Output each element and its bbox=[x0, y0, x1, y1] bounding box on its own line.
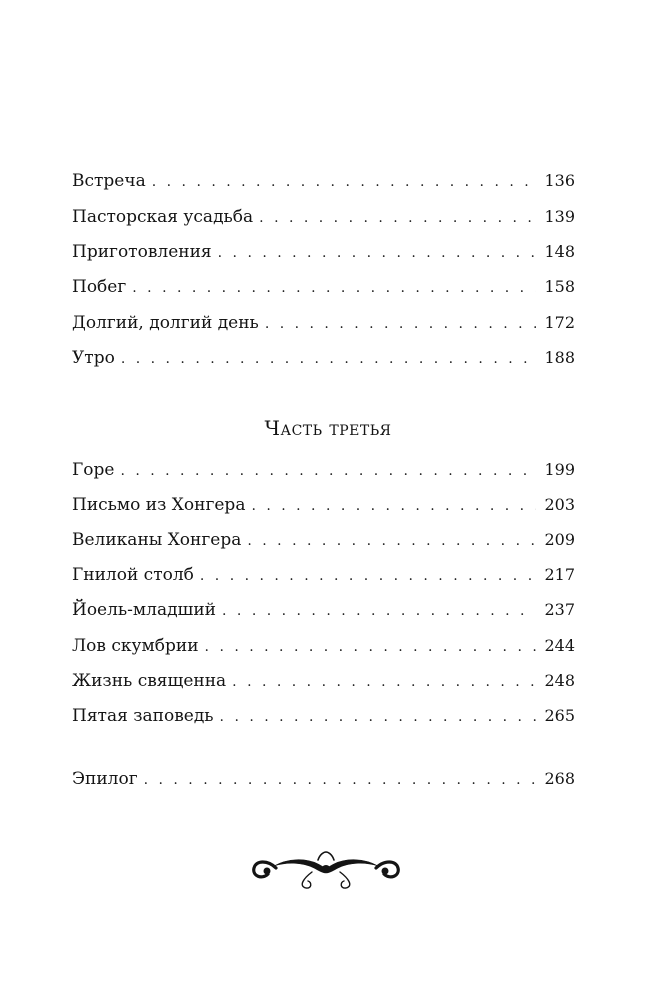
toc-entry[interactable] bbox=[72, 667, 575, 695]
toc-entry-title: Встреча bbox=[72, 171, 146, 191]
toc-entry-title: Пятая заповедь bbox=[72, 706, 214, 726]
toc-entry-page: 209 bbox=[544, 530, 575, 549]
part-heading: Часть третья bbox=[264, 416, 392, 440]
dot-leader bbox=[265, 310, 537, 338]
toc-entry-title: Пасторская усадьба bbox=[72, 207, 254, 227]
toc-entry[interactable] bbox=[72, 456, 575, 484]
dot-leader bbox=[220, 703, 537, 731]
dot-leader bbox=[132, 274, 536, 302]
toc-entry-title: Гнилой столб bbox=[72, 565, 194, 585]
dot-leader bbox=[144, 766, 537, 794]
toc-entry[interactable] bbox=[72, 561, 575, 589]
dot-leader bbox=[120, 457, 536, 485]
dot-leader bbox=[205, 633, 537, 661]
toc-entry[interactable] bbox=[72, 344, 575, 372]
dot-leader bbox=[218, 239, 537, 267]
dot-leader bbox=[232, 668, 536, 696]
toc-entry-title: Великаны Хонгера bbox=[72, 530, 242, 550]
dot-leader bbox=[247, 527, 536, 555]
toc-entry-title: Жизнь священна bbox=[72, 671, 227, 691]
toc-entry[interactable] bbox=[72, 273, 575, 301]
toc-entry-page: 217 bbox=[544, 565, 575, 584]
toc-entry[interactable] bbox=[72, 203, 575, 231]
toc-entry-page: 265 bbox=[544, 706, 575, 725]
toc-entry-page: 248 bbox=[544, 671, 575, 690]
toc-entry-title: Письмо из Хонгера bbox=[72, 495, 246, 515]
dot-leader bbox=[200, 562, 537, 590]
toc-entry-page: 244 bbox=[544, 636, 575, 655]
toc-entry-page: 139 bbox=[544, 207, 575, 226]
toc-entry[interactable] bbox=[72, 309, 575, 337]
toc-entry[interactable] bbox=[72, 238, 575, 266]
toc-entry[interactable] bbox=[72, 491, 575, 519]
dot-leader bbox=[152, 168, 537, 196]
toc-entry[interactable] bbox=[72, 526, 575, 554]
toc-entry-page: 188 bbox=[544, 348, 575, 367]
toc-entry-page: 158 bbox=[544, 277, 575, 296]
dot-leader bbox=[251, 492, 536, 520]
dot-leader bbox=[222, 597, 536, 625]
toc-entry-title: Долгий, долгий день bbox=[72, 313, 259, 333]
dot-leader bbox=[259, 204, 536, 232]
fleuron-divider-icon bbox=[246, 846, 406, 890]
toc-entry-title: Лов скумбрии bbox=[72, 636, 199, 656]
toc-entry-title: Эпилог bbox=[72, 769, 138, 789]
toc-entry-title: Приготовления bbox=[72, 242, 212, 262]
toc-entry-page: 148 bbox=[544, 242, 575, 261]
toc-entry-epilogue[interactable] bbox=[72, 765, 575, 793]
toc-entry-title: Горе bbox=[72, 460, 115, 480]
toc-entry-page: 237 bbox=[544, 600, 575, 619]
toc-entry[interactable] bbox=[72, 632, 575, 660]
toc-entry-title: Йоель-младший bbox=[72, 600, 217, 620]
toc-entry-page: 172 bbox=[544, 313, 575, 332]
toc-entry-page: 199 bbox=[544, 460, 575, 479]
toc-entry[interactable] bbox=[72, 596, 575, 624]
toc-entry-page: 203 bbox=[544, 495, 575, 514]
toc-entry-page: 136 bbox=[544, 171, 575, 190]
toc-entry[interactable] bbox=[72, 167, 575, 195]
toc-entry-title: Побег bbox=[72, 277, 127, 297]
toc-entry-page: 268 bbox=[544, 769, 575, 788]
toc-entry[interactable] bbox=[72, 702, 575, 730]
dot-leader bbox=[121, 345, 537, 373]
toc-entry-title: Утро bbox=[72, 348, 115, 368]
